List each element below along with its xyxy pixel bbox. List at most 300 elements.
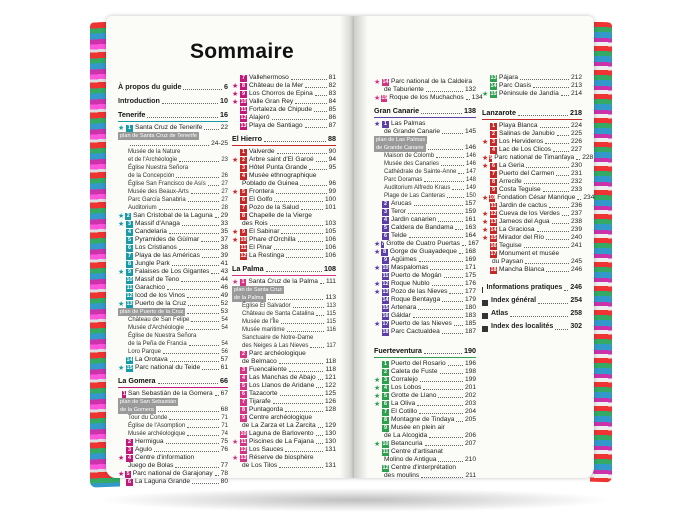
page-number: 237 bbox=[570, 210, 582, 217]
map-number-badge: 9 bbox=[384, 425, 387, 431]
toc-entry bbox=[374, 280, 476, 288]
map-number-badge: 10 bbox=[240, 99, 247, 105]
leader-dots bbox=[158, 411, 219, 412]
entry-label: El Sabinar bbox=[249, 228, 280, 235]
toc-entry bbox=[482, 138, 582, 146]
toc-entry bbox=[232, 390, 336, 398]
map-number-badge: 4 bbox=[242, 173, 245, 179]
toc-entry bbox=[232, 204, 336, 212]
page-number: 241 bbox=[570, 242, 582, 249]
entry-label: Massif d'Anaga bbox=[135, 220, 180, 227]
entry-label: Église de l'Asomption bbox=[128, 423, 186, 429]
entry-label: Pozo de la Salud bbox=[249, 204, 299, 211]
toc-entry bbox=[374, 328, 476, 336]
leader-dots bbox=[424, 353, 462, 354]
map-number-badge: 11 bbox=[382, 273, 389, 279]
map-number-badge: 4 bbox=[492, 147, 495, 153]
toc-entry bbox=[232, 374, 336, 382]
page-number: 169 bbox=[464, 256, 476, 263]
leader-dots bbox=[191, 193, 220, 194]
page-number: 233 bbox=[570, 186, 582, 193]
page-number: 239 bbox=[570, 226, 582, 233]
map-number-badge: 14 bbox=[382, 79, 389, 85]
map-number-badge: 12 bbox=[382, 465, 389, 471]
leader-dots bbox=[215, 395, 219, 396]
leader-dots bbox=[452, 189, 464, 190]
leader-dots bbox=[158, 383, 218, 384]
toc-entry bbox=[482, 210, 582, 218]
entry-label: de Los Tilos bbox=[242, 462, 278, 469]
entry-label: Tenerife bbox=[118, 110, 146, 119]
map-number-badge: 15 bbox=[490, 91, 497, 97]
map-number-badge: 2 bbox=[128, 439, 131, 445]
toc-column-1 bbox=[118, 78, 228, 486]
toc-entry bbox=[374, 304, 476, 312]
leader-dots bbox=[538, 303, 568, 304]
entry-label: La Orotava bbox=[135, 356, 168, 363]
leader-dots bbox=[442, 333, 463, 334]
entry-label: Vallehermoso bbox=[249, 74, 289, 81]
toc-entry bbox=[232, 318, 336, 326]
map-number-badge: 9 bbox=[492, 187, 495, 193]
leader-dots bbox=[316, 161, 327, 162]
toc-entry bbox=[232, 446, 336, 454]
page-number: 231 bbox=[570, 170, 582, 177]
toc-entry bbox=[232, 74, 336, 82]
page-number: 84 bbox=[328, 98, 336, 105]
map-number-badge: 5 bbox=[242, 189, 245, 195]
leader-dots bbox=[280, 395, 323, 396]
map-number-badge: 8 bbox=[242, 407, 245, 413]
star-icon: ★ bbox=[482, 155, 489, 162]
entry-label: Grotte de Cuatro Puertas bbox=[386, 240, 460, 247]
star-icon: ★ bbox=[482, 139, 489, 146]
page-number: 78 bbox=[220, 470, 228, 477]
page-number: 24-25 bbox=[211, 140, 228, 147]
toc-entry bbox=[118, 308, 228, 316]
map-number-badge: 15 bbox=[126, 365, 133, 371]
page-number: 90 bbox=[328, 148, 336, 155]
page-number: 245 bbox=[570, 258, 582, 265]
entry-label: Parc archéologique bbox=[249, 350, 306, 357]
entry-label: Hermigua bbox=[135, 438, 164, 445]
entry-label: Puerto de las Nieves bbox=[391, 320, 452, 327]
entry-label: Playa de las Américas bbox=[135, 252, 200, 259]
toc-entry bbox=[482, 82, 582, 90]
toc-entry bbox=[118, 292, 228, 300]
toc-entry bbox=[482, 242, 582, 250]
entry-label: Introduction bbox=[118, 96, 160, 105]
toc-entry bbox=[374, 392, 476, 400]
toc-entry bbox=[118, 462, 228, 470]
entry-label: Costa Teguise bbox=[499, 186, 541, 193]
page-number: 121 bbox=[324, 374, 336, 381]
toc-entry bbox=[118, 364, 228, 372]
page-number: 157 bbox=[464, 200, 476, 207]
page-number: 105 bbox=[324, 228, 336, 235]
leader-dots bbox=[526, 167, 569, 168]
map-number-badge: 12 bbox=[490, 211, 497, 217]
page-number: 198 bbox=[464, 368, 476, 375]
toc-entry bbox=[232, 454, 336, 462]
toc-entry bbox=[374, 360, 476, 368]
page-number: 37 bbox=[220, 236, 228, 243]
entry-label: Betancuria bbox=[391, 440, 423, 447]
square-bullet-icon bbox=[482, 326, 488, 332]
page-number: 180 bbox=[464, 304, 476, 311]
toc-entry bbox=[232, 156, 336, 164]
toc-entry bbox=[374, 256, 476, 264]
toc-entry bbox=[374, 376, 476, 384]
entry-label: Parc national de Timanfaya bbox=[494, 154, 575, 161]
square-bullet-icon bbox=[482, 313, 488, 319]
leader-dots bbox=[518, 115, 568, 116]
toc-entry bbox=[482, 90, 582, 98]
book-shadow bbox=[95, 488, 615, 512]
toc-entry bbox=[118, 252, 228, 260]
toc-entry bbox=[374, 400, 476, 408]
star-icon: ★ bbox=[232, 157, 239, 164]
entry-label: Parc Oasis bbox=[499, 82, 532, 89]
toc-entry bbox=[232, 286, 336, 294]
page-number: 27 bbox=[221, 181, 228, 187]
page-number: 185 bbox=[464, 320, 476, 327]
entry-label: Arrecife bbox=[499, 178, 522, 185]
leader-dots bbox=[318, 379, 323, 380]
entry-label: Valle Gran Rey bbox=[249, 98, 294, 105]
leader-dots bbox=[187, 435, 219, 436]
entry-label: et de l'Archéologie bbox=[128, 157, 178, 163]
toc-entry bbox=[374, 440, 476, 448]
page-number: 115 bbox=[326, 319, 336, 325]
leader-dots bbox=[414, 205, 463, 206]
map-number-badge: 14 bbox=[490, 227, 497, 233]
toc-entry bbox=[118, 340, 228, 348]
map-number-badge: 14 bbox=[490, 83, 497, 89]
entry-label: Grotte de Llano bbox=[391, 392, 437, 399]
leader-dots bbox=[277, 153, 327, 154]
star-icon: ★ bbox=[374, 265, 381, 272]
map-number-badge: 9 bbox=[384, 257, 387, 263]
toc-entry bbox=[118, 236, 228, 244]
map-number-badge: 13 bbox=[382, 289, 389, 295]
page-number: 44 bbox=[220, 276, 228, 283]
page-number: 99 bbox=[328, 188, 336, 195]
toc-entry bbox=[482, 322, 582, 332]
leader-dots bbox=[167, 289, 219, 290]
entry-label: Los Hervideros bbox=[499, 138, 544, 145]
map-number-badge: 6 bbox=[128, 245, 131, 251]
leader-dots bbox=[432, 285, 463, 286]
page-number: 130 bbox=[324, 438, 336, 445]
map-number-badge: 6 bbox=[242, 197, 245, 203]
toc-entry bbox=[232, 462, 336, 470]
toc-entry bbox=[374, 152, 476, 160]
entry-label: Fuerteventura bbox=[374, 346, 422, 355]
page-number: 122 bbox=[324, 382, 336, 389]
page-number: 148 bbox=[465, 177, 476, 183]
page-number: 106 bbox=[324, 236, 336, 243]
page-number: 39 bbox=[220, 252, 228, 259]
entry-label: Lac de Los Clicos bbox=[499, 146, 552, 153]
leader-dots bbox=[187, 427, 219, 428]
map-number-badge: 18 bbox=[490, 267, 497, 273]
page-number: 43 bbox=[220, 268, 228, 275]
entry-label: Jameos del Agua bbox=[499, 218, 550, 225]
entry-label: Jardin canarien bbox=[391, 216, 437, 223]
page-number: 87 bbox=[328, 122, 336, 129]
leader-dots bbox=[449, 293, 463, 294]
page-number: 29 bbox=[220, 212, 228, 219]
leader-dots bbox=[577, 199, 581, 200]
entry-label: Centre d'artisanat bbox=[391, 448, 443, 455]
entry-label: Monument et musée bbox=[499, 250, 560, 257]
toc-entry bbox=[232, 244, 336, 252]
leader-dots bbox=[305, 127, 327, 128]
entry-label: Parc Cactualdea bbox=[391, 328, 440, 335]
page-number: 77 bbox=[220, 462, 228, 469]
entry-label: Playa de Santiago bbox=[249, 122, 303, 129]
map-number-badge: 5 bbox=[242, 383, 245, 389]
leader-dots bbox=[279, 467, 323, 468]
entry-label: Réserve de biosphère bbox=[249, 454, 314, 461]
toc-entry bbox=[232, 310, 336, 318]
map-number-badge: 6 bbox=[242, 391, 245, 397]
toc-entry bbox=[232, 358, 336, 366]
leader-dots bbox=[436, 157, 464, 158]
toc-entry bbox=[118, 220, 228, 228]
entry-label: La Restinga bbox=[249, 252, 285, 259]
leader-dots bbox=[281, 233, 323, 234]
star-icon: ★ bbox=[118, 455, 125, 462]
leader-dots bbox=[320, 283, 324, 284]
entry-label: Molino de Antigua bbox=[384, 456, 437, 463]
entry-label: Alajeró bbox=[249, 114, 270, 121]
map-number-badge: 11 bbox=[240, 439, 247, 445]
entry-label: Informations pratiques bbox=[486, 284, 563, 291]
toc-entry bbox=[374, 208, 476, 216]
map-plan-label: de la Gomera bbox=[120, 407, 154, 413]
leader-dots bbox=[413, 317, 463, 318]
toc-entry bbox=[232, 196, 336, 204]
entry-label: Gáldar bbox=[391, 312, 411, 319]
section-rule bbox=[374, 357, 476, 358]
page-number: 167 bbox=[467, 240, 479, 247]
leader-dots bbox=[438, 461, 463, 462]
leader-dots bbox=[170, 361, 219, 362]
star-icon: ★ bbox=[374, 321, 381, 328]
toc-section-heading bbox=[482, 108, 582, 118]
leader-dots bbox=[154, 451, 219, 452]
toc-entry bbox=[374, 94, 483, 102]
leader-dots bbox=[462, 245, 466, 246]
map-number-badge: 3 bbox=[492, 139, 495, 145]
entry-label: de Belmaco bbox=[242, 358, 277, 365]
map-number-badge: 4 bbox=[384, 385, 387, 391]
page-number: 196 bbox=[464, 360, 476, 367]
leader-dots bbox=[188, 201, 220, 202]
map-number-badge: 9 bbox=[128, 269, 131, 275]
leader-dots bbox=[423, 389, 463, 390]
leader-dots bbox=[316, 387, 323, 388]
toc-entry bbox=[482, 296, 582, 306]
toc-entry bbox=[118, 348, 228, 356]
entry-label: Arucas bbox=[391, 200, 412, 207]
map-number-badge: 13 bbox=[126, 301, 133, 307]
map-plan-label: de la Palma bbox=[234, 295, 264, 301]
toc-entry bbox=[374, 240, 479, 248]
toc-entry bbox=[232, 422, 336, 430]
entry-label: de la Peña de Francia bbox=[128, 341, 187, 347]
entry-label: Teror bbox=[391, 208, 407, 215]
page-number: 100 bbox=[324, 196, 336, 203]
leader-dots bbox=[270, 225, 323, 226]
toc-entry bbox=[232, 430, 336, 438]
entry-label: La Palma bbox=[232, 264, 264, 273]
page-number: 118 bbox=[325, 366, 336, 373]
entry-label: Los Llanos de Aridane bbox=[249, 382, 315, 389]
entry-label: Tijarafe bbox=[249, 398, 271, 405]
page-number: 86 bbox=[328, 114, 336, 121]
map-number-badge: 11 bbox=[240, 107, 247, 113]
toc-entry bbox=[232, 252, 336, 260]
map-number-badge: 2 bbox=[384, 201, 387, 207]
entry-label: El Hierro bbox=[232, 134, 262, 143]
entry-label: Las Palmas bbox=[391, 120, 426, 127]
entry-label: La Oliva bbox=[391, 400, 416, 407]
leader-dots bbox=[187, 313, 218, 314]
leader-dots bbox=[555, 329, 568, 330]
page-number: 199 bbox=[464, 376, 476, 383]
map-number-badge: 15 bbox=[382, 305, 389, 311]
map-number-badge: 7 bbox=[242, 399, 245, 405]
star-icon: ★ bbox=[374, 79, 381, 86]
map-number-badge: 6 bbox=[384, 401, 387, 407]
page-number: 88 bbox=[328, 134, 336, 143]
toc-entry bbox=[118, 132, 228, 140]
toc-entry bbox=[118, 96, 228, 106]
toc-column-4 bbox=[482, 74, 595, 332]
page-number: 54 bbox=[221, 317, 228, 323]
page-number: 134 bbox=[471, 94, 483, 101]
leader-dots bbox=[420, 381, 463, 382]
leader-dots bbox=[301, 209, 323, 210]
leader-dots bbox=[295, 103, 326, 104]
map-number-badge: 5 bbox=[126, 471, 130, 477]
page-number: 175 bbox=[464, 272, 476, 279]
entry-label: Centre archéologique bbox=[249, 414, 313, 421]
page-number: 85 bbox=[328, 106, 336, 113]
entry-label: Plage de Las Canteras bbox=[384, 193, 446, 199]
toc-entry bbox=[374, 472, 476, 480]
page-number: 131 bbox=[324, 446, 336, 453]
star-icon: ★ bbox=[232, 279, 239, 286]
leader-dots bbox=[564, 290, 568, 291]
star-icon: ★ bbox=[482, 91, 489, 98]
book-gutter bbox=[340, 16, 368, 478]
toc-entry bbox=[118, 212, 228, 220]
entry-label: Pyramides de Güímar bbox=[135, 236, 200, 243]
map-number-badge: 3 bbox=[242, 165, 245, 171]
leader-dots bbox=[268, 299, 324, 300]
map-number-badge: 12 bbox=[240, 447, 247, 453]
map-plan-label: plan de Puerto de la Cruz bbox=[120, 309, 184, 315]
page-number: 131 bbox=[324, 462, 336, 469]
leader-dots bbox=[562, 215, 569, 216]
toc-entry bbox=[118, 148, 228, 156]
map-number-badge: 1 bbox=[492, 123, 495, 129]
page-number: 232 bbox=[570, 178, 582, 185]
entry-label: Lanzarote bbox=[482, 108, 516, 117]
map-number-badge: 8 bbox=[492, 179, 495, 185]
toc-entry bbox=[232, 342, 336, 350]
toc-entry bbox=[118, 82, 228, 92]
entry-label: Arbre saint d'El Garoé bbox=[249, 156, 314, 163]
toc-column-3 bbox=[374, 78, 483, 480]
toc-entry bbox=[374, 168, 476, 176]
entry-label: Las Manchas de Abajo bbox=[249, 374, 316, 381]
star-icon: ★ bbox=[374, 281, 381, 288]
page-number: 228 bbox=[582, 154, 594, 161]
page-number: 206 bbox=[464, 432, 476, 439]
leader-dots bbox=[201, 241, 219, 242]
map-number-badge: 13 bbox=[240, 123, 247, 129]
entry-label: Poblado de Guinea bbox=[242, 180, 299, 187]
entry-label: Valverde bbox=[249, 148, 275, 155]
map-number-badge: 4 bbox=[242, 375, 245, 381]
entry-label: Frontera bbox=[249, 188, 274, 195]
page-number: 116 bbox=[326, 327, 336, 333]
map-plan-label: plan de Santa Cruz bbox=[234, 287, 282, 293]
entry-label: Loro Parque bbox=[128, 349, 162, 355]
map-number-badge: 15 bbox=[381, 95, 388, 101]
entry-label: Puerto de la Cruz bbox=[135, 300, 187, 307]
leader-dots bbox=[430, 269, 463, 270]
section-gap bbox=[374, 336, 476, 342]
entry-label: Parc national de Garajonay bbox=[132, 470, 213, 477]
toc-entry bbox=[118, 228, 228, 236]
entry-label: Puerto del Carmen bbox=[499, 170, 555, 177]
leader-dots bbox=[441, 165, 464, 166]
toc-entry bbox=[482, 122, 582, 130]
toc-entry bbox=[232, 122, 336, 130]
leader-dots bbox=[279, 363, 324, 364]
leader-dots bbox=[442, 133, 463, 134]
page-number: 96 bbox=[328, 180, 336, 187]
leader-dots bbox=[169, 419, 219, 420]
map-number-badge: 11 bbox=[126, 285, 133, 291]
page-number: 113 bbox=[326, 303, 336, 309]
section-gap bbox=[482, 98, 582, 104]
entry-label: Mancha Blanca bbox=[499, 266, 545, 273]
entry-label: Candelaria bbox=[135, 228, 167, 235]
leader-dots bbox=[316, 443, 323, 444]
star-icon: ★ bbox=[374, 241, 381, 248]
entry-label: Caleta de Fuste bbox=[391, 368, 438, 375]
leader-dots bbox=[533, 87, 569, 88]
entry-label: Centre d'information bbox=[135, 454, 195, 461]
page-number: 132 bbox=[464, 86, 476, 93]
star-icon: ★ bbox=[374, 441, 381, 448]
entry-label: Los Lobos bbox=[391, 384, 422, 391]
leader-dots bbox=[192, 483, 219, 484]
leader-dots bbox=[310, 347, 324, 348]
leader-dots bbox=[276, 193, 327, 194]
toc-entry bbox=[232, 212, 336, 220]
entry-label: des moulins bbox=[384, 472, 420, 479]
entry-label: El Golfo bbox=[249, 196, 273, 203]
leader-dots bbox=[316, 435, 323, 436]
